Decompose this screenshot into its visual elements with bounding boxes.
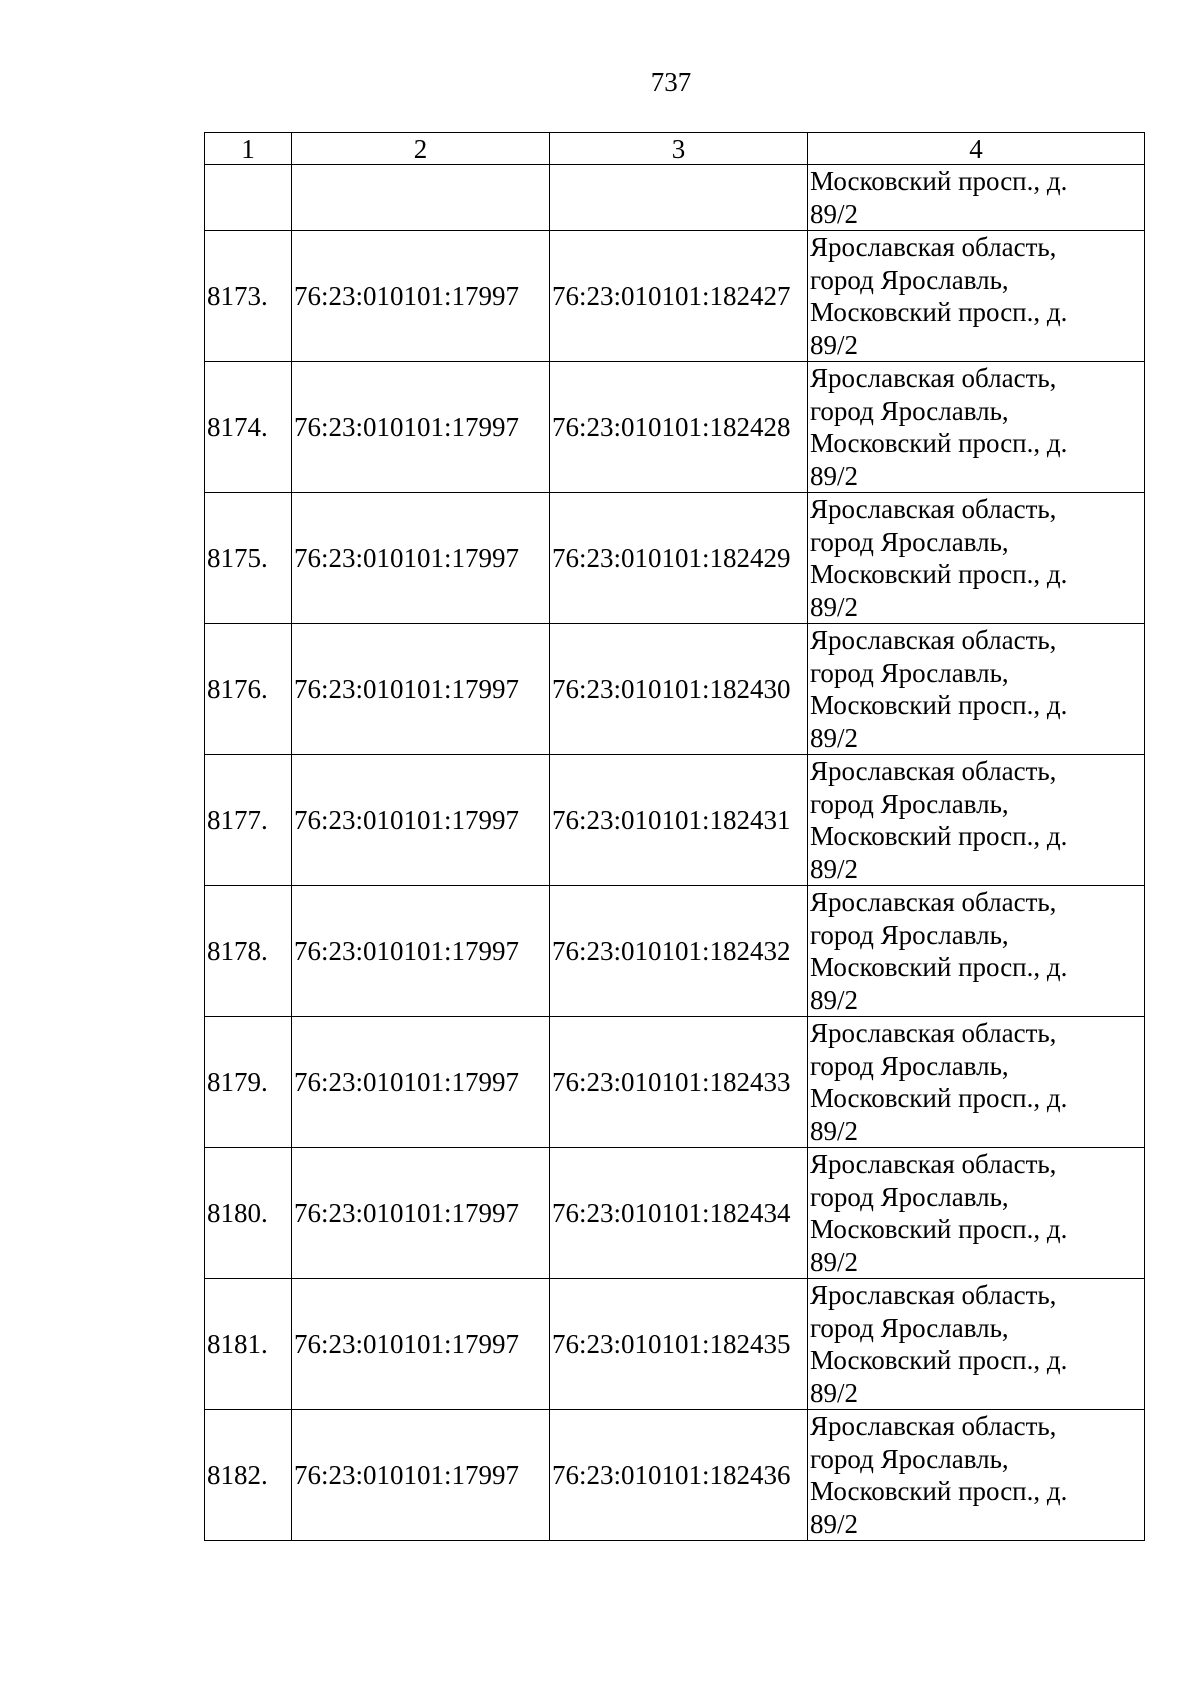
column-header-1: 1 [205,133,292,165]
address-line: Ярославская область, [810,1018,1057,1048]
address-cell [808,1279,1145,1410]
address-line: 89/2 [810,198,859,229]
address-line: Московский просп., д. [810,428,1068,458]
address-line: 89/2 [810,460,859,491]
cadastral-number-cell: 76:23:010101:182436 [550,1410,808,1541]
parent-cadastral-cell: 76:23:010101:17997 [292,1410,550,1541]
address-line: Ярославская область, [810,625,1057,655]
address-line: Московский просп., д. [810,1214,1068,1244]
address-line: Московский просп., д. [810,297,1068,327]
address-line: Ярославская область, [810,232,1057,262]
table-row [205,1279,1145,1410]
table-row [205,624,1145,755]
address-line: город Ярославль, [810,1050,1009,1081]
address-line: Ярославская область, [810,1411,1057,1441]
address-line: Ярославская область, [810,887,1057,917]
address-line: 89/2 [810,1508,859,1539]
address-line: Ярославская область, [810,1280,1057,1310]
cadastral-number-cell: 76:23:010101:182430 [550,624,808,755]
address-line: 89/2 [810,1115,859,1146]
address-line: Московский просп., д. [810,559,1068,589]
cadastral-number-cell: 76:23:010101:182433 [550,1017,808,1148]
row-number-cell: 8174. [205,362,292,493]
address-line: Московский просп., д. [810,1083,1068,1113]
row-number-cell: 8176. [205,624,292,755]
address-line: Московский просп., д. [810,952,1068,982]
address-line: 89/2 [810,984,859,1015]
cadastral-number-cell: 76:23:010101:182429 [550,493,808,624]
parent-cadastral-cell: 76:23:010101:17997 [292,1017,550,1148]
address-line: Московский просп., д. [810,1345,1068,1375]
address-line: город Ярославль, [810,657,1009,688]
address-line: город Ярославль, [810,526,1009,557]
page-number: 737 [650,67,692,97]
address-line: Московский просп., д. [810,821,1068,851]
parent-cadastral-cell: 76:23:010101:17997 [292,886,550,1017]
cadastral-number-cell: 76:23:010101:182431 [550,755,808,886]
column-header-3: 3 [550,133,808,165]
table-header [205,133,1145,165]
column-header-2: 2 [292,133,550,165]
parent-cadastral-cell: 76:23:010101:17997 [292,755,550,886]
address-cell [808,362,1145,493]
table-row [205,1410,1145,1541]
address-line: город Ярославль, [810,919,1009,950]
address-cell [808,165,1145,231]
address-cell [808,1148,1145,1279]
table-row [205,755,1145,886]
address-line: Ярославская область, [810,756,1057,786]
cadastral-number-cell: 76:23:010101:182428 [550,362,808,493]
address-cell [808,1017,1145,1148]
table-row [205,362,1145,493]
table-body [205,165,1145,1541]
address-line: Ярославская область, [810,1149,1057,1179]
parent-cadastral-cell: 76:23:010101:17997 [292,1148,550,1279]
address-line: город Ярославль, [810,1443,1009,1474]
address-cell [808,231,1145,362]
parent-cadastral-cell: 76:23:010101:17997 [292,362,550,493]
parent-cadastral-cell: 76:23:010101:17997 [292,1279,550,1410]
header-row [205,133,1145,165]
cadastral-number-cell [550,165,808,231]
address-cell [808,493,1145,624]
address-line: 89/2 [810,1377,859,1408]
cadastral-table [204,132,1145,1541]
table-row [205,231,1145,362]
cadastral-number-cell: 76:23:010101:182435 [550,1279,808,1410]
address-line: город Ярославль, [810,1181,1009,1212]
cadastral-number-cell: 76:23:010101:182434 [550,1148,808,1279]
parent-cadastral-cell: 76:23:010101:17997 [292,493,550,624]
cadastral-number-cell: 76:23:010101:182432 [550,886,808,1017]
address-line: Московский просп., д. [810,166,1068,196]
row-number-cell: 8178. [205,886,292,1017]
parent-cadastral-cell [292,165,550,231]
address-line: Ярославская область, [810,494,1057,524]
row-number-cell: 8173. [205,231,292,362]
column-header-4: 4 [808,133,1145,165]
address-line: Московский просп., д. [810,1476,1068,1506]
address-line: город Ярославль, [810,1312,1009,1343]
address-line: 89/2 [810,1246,859,1277]
address-line: город Ярославль, [810,788,1009,819]
address-line: Московский просп., д. [810,690,1068,720]
row-number-cell: 8181. [205,1279,292,1410]
address-line: Ярославская область, [810,363,1057,393]
address-line: 89/2 [810,722,859,753]
row-number-cell [205,165,292,231]
continuation-row [205,165,1145,231]
address-line: 89/2 [810,329,859,360]
parent-cadastral-cell: 76:23:010101:17997 [292,231,550,362]
parent-cadastral-cell: 76:23:010101:17997 [292,624,550,755]
address-cell [808,624,1145,755]
table-row [205,886,1145,1017]
address-line: 89/2 [810,853,859,884]
row-number-cell: 8179. [205,1017,292,1148]
table-row [205,493,1145,624]
row-number-cell: 8182. [205,1410,292,1541]
table-row [205,1148,1145,1279]
row-number-cell: 8177. [205,755,292,886]
address-cell [808,755,1145,886]
row-number-cell: 8175. [205,493,292,624]
address-line: город Ярославль, [810,264,1009,295]
address-cell [808,886,1145,1017]
row-number-cell: 8180. [205,1148,292,1279]
cadastral-number-cell: 76:23:010101:182427 [550,231,808,362]
address-line: 89/2 [810,591,859,622]
address-cell [808,1410,1145,1541]
address-line: город Ярославль, [810,395,1009,426]
table-row [205,1017,1145,1148]
